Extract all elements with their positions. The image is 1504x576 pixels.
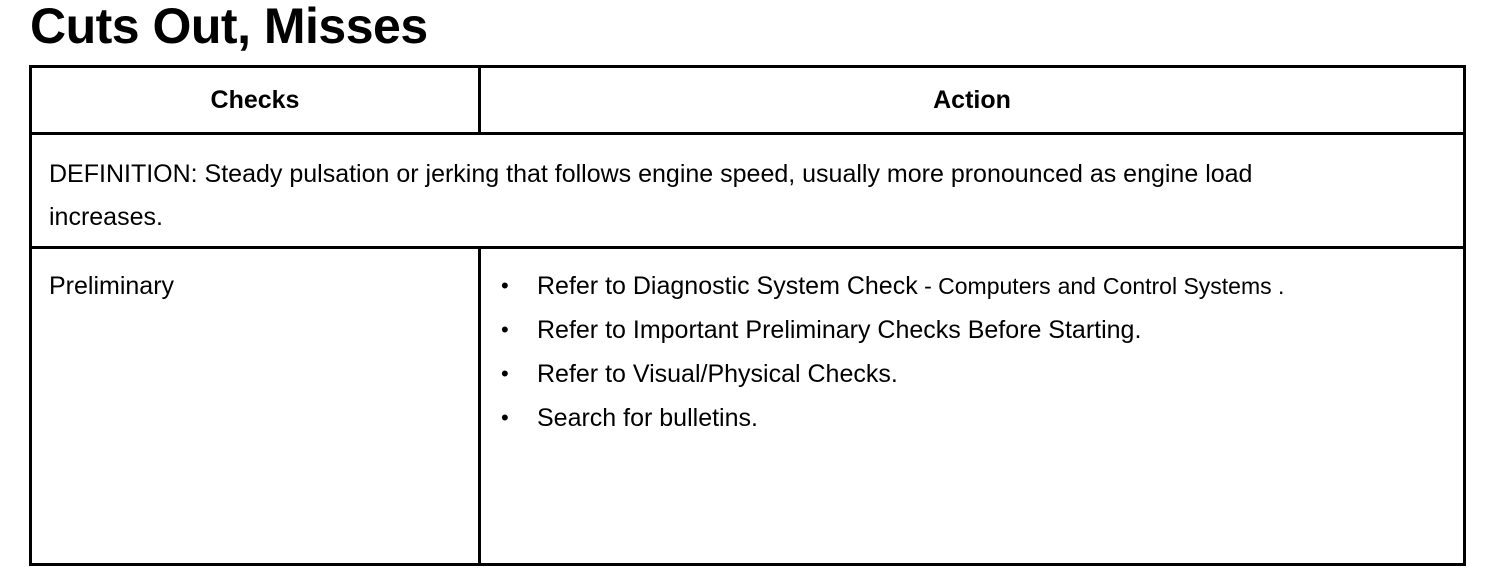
definition-row [31, 134, 1465, 248]
diagnostic-table [29, 65, 1466, 566]
action-text: Search for bulletins. [537, 404, 758, 432]
list-item [481, 359, 1463, 389]
action-list [481, 249, 1463, 433]
list-item [481, 271, 1463, 301]
action-text: Refer to Important Preliminary Checks Before Starting. [537, 316, 1142, 344]
reference-separator: - [917, 273, 939, 299]
table-header-row [31, 67, 1465, 134]
definition-text: DEFINITION: Steady pulsation or jerking that follows engine speed, usually more pronounced as engine load increases. [31, 134, 1465, 248]
check-label-preliminary: Preliminary [31, 248, 480, 565]
action-column-header: Action [480, 67, 1465, 134]
reference-link-control-systems[interactable]: Control Systems [1102, 273, 1272, 299]
action-cell [480, 248, 1465, 565]
action-text: Refer to Visual/Physical Checks. [537, 360, 898, 388]
list-item [481, 315, 1463, 345]
action-text: Refer to Diagnostic System Check [537, 272, 918, 300]
bullet-icon: • [501, 405, 509, 430]
table-row [31, 248, 1465, 565]
bullet-icon: • [501, 361, 509, 386]
reference-and: and [1057, 273, 1096, 299]
bullet-icon: • [501, 317, 509, 342]
list-item [481, 403, 1463, 433]
page-title: Cuts Out, Misses [30, 0, 428, 54]
reference-end: . [1271, 273, 1285, 299]
checks-column-header: Checks [31, 67, 480, 134]
reference-link-computers[interactable]: Computers [938, 273, 1051, 299]
bullet-icon: • [501, 273, 509, 298]
